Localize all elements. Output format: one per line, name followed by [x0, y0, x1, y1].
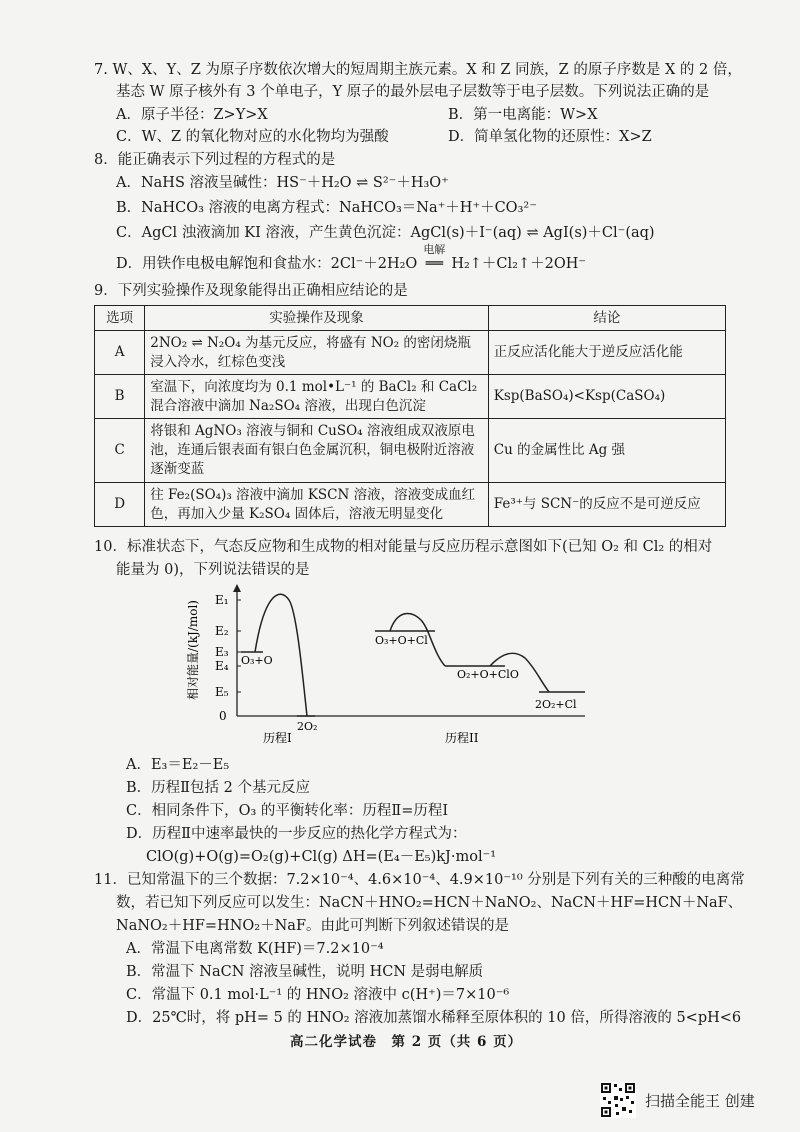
q9-row-operation: 室温下，向浓度均为 0.1 mol•L⁻¹ 的 BaCl₂ 和 CaCl₂ 混合溶液中滴加 Na₂SO₄ 溶液，出现白色沉淀 — [145, 375, 488, 419]
q11-option-d: D．25℃时，将 pH= 5 的 HNO₂ 溶液加蒸馏水稀释至原体积的 10 倍，所得溶液的 5<pH<6 — [126, 1010, 742, 1026]
table-row — [95, 331, 726, 375]
q10-option-b: B．历程Ⅱ包括 2 个基元反应 — [126, 780, 310, 796]
q9-row-operation: 2NO₂ ⇌ N₂O₄ 为基元反应，将盛有 NO₂ 的密闭烧瓶浸入冷水，红棕色变浅 — [145, 331, 488, 375]
q11-option-a: A．常温下电离常数 K(HF)＝7.2×10⁻⁴ — [126, 941, 384, 957]
q8-option-c: C．AgCl 浊液滴加 KI 溶液，产生黄色沉淀：AgCl(s)＋I⁻(aq) ⇌ AgI(s)＋Cl⁻(aq) — [116, 225, 655, 241]
q10-option-d: D．历程Ⅱ中速率最快的一步反应的热化学方程式为： — [126, 826, 467, 842]
ytick-e1: E₁ — [215, 593, 229, 607]
q9-header-option: 选项 — [95, 306, 145, 331]
q9-row-option: D — [95, 483, 145, 527]
table-row — [95, 375, 726, 419]
page-footer: 高二化学试卷 第 2 页（共 6 页） — [290, 1034, 523, 1050]
q10-stem-line1: 10．标准状态下，气态反应物和生成物的相对能量与反应历程示意图如下(已知 O₂ 和 Cl₂ 的相对 — [94, 539, 713, 555]
y-axis-label: 相对能量/(kJ/mol) — [186, 600, 200, 700]
q7-option-a: A．原子半径：Z>Y>X — [116, 107, 268, 123]
q7-option-b: B．第一电离能：W>X — [448, 107, 598, 123]
q8-option-a: A．NaHS 溶液呈碱性：HS⁻＋H₂O ⇌ S²⁻＋H₃O⁺ — [116, 175, 449, 191]
q11-stem-line1: 11．已知常温下的三个数据：7.2×10⁻⁴、4.6×10⁻⁴、4.9×10⁻¹⁰ 分别是下列有关的三种酸的电离常 — [94, 872, 745, 888]
label-o3-o-cl: O₃+O+Cl — [375, 634, 428, 647]
q9-table — [94, 305, 726, 527]
y-axis-arrow — [233, 584, 241, 592]
q8-option-d-post: H₂↑＋Cl₂↑＋2OH⁻ — [451, 256, 587, 272]
q9-row-conclusion: 正反应活化能大于逆反应活化能 — [488, 331, 725, 375]
q10-stem-line2: 能量为 0)，下列说法错误的是 — [116, 562, 310, 578]
ytick-e5: E₅ — [215, 685, 229, 699]
label-2o2-cl: 2O₂+Cl — [535, 698, 577, 711]
ytick-zero: 0 — [219, 709, 227, 723]
q9-row-conclusion: Ksp(BaSO₄)<Ksp(CaSO₄) — [488, 375, 725, 419]
electrolysis-condition: 电解 — [423, 243, 446, 256]
q8-option-d — [116, 243, 587, 274]
q9-row-option: C — [95, 419, 145, 483]
q9-header-conclusion: 结论 — [488, 306, 725, 331]
xlabel-pathway-i: 历程I — [263, 731, 292, 745]
ytick-e2: E₂ — [215, 624, 229, 638]
xlabel-pathway-ii: 历程II — [445, 731, 479, 745]
q8-stem: 8．能正确表示下列过程的方程式的是 — [94, 152, 336, 168]
q10-option-a: A．E₃＝E₂－E₅ — [126, 757, 230, 773]
qr-code-icon — [600, 1082, 636, 1118]
q7-stem-line2: 基态 W 原子核外有 3 个单电子，Y 原子的最外层电子层数等于电子层数。下列说法正确的是 — [116, 84, 710, 100]
q11-stem-line3: NaNO₂＋HF=HNO₂＋NaF。由此可判断下列叙述错误的是 — [116, 918, 509, 934]
q9-header-row — [95, 306, 726, 331]
q7-option-c: C．W、Z 的氧化物对应的水化物均为强酸 — [116, 129, 389, 145]
ytick-e4: E₄ — [215, 659, 229, 673]
q9-row-conclusion: Cu 的金属性比 Ag 强 — [488, 419, 725, 483]
q11-option-b: B．常温下 NaCN 溶液呈碱性，说明 HCN 是弱电解质 — [126, 964, 484, 980]
table-row — [95, 419, 726, 483]
q9-row-operation: 往 Fe₂(SO₄)₃ 溶液中滴加 KSCN 溶液，溶液变成血红色，再加入少量 K₂SO₄ 固体后，溶液无明显变化 — [145, 483, 488, 527]
q9-stem: 9．下列实验操作及现象能得出正确相应结论的是 — [94, 283, 408, 299]
q9-row-option: B — [95, 375, 145, 419]
scanner-watermark: 扫描全能王 创建 — [645, 1092, 755, 1110]
label-o2-o-clo: O₂+O+ClO — [457, 668, 519, 681]
q11-stem-line2: 数，若已知下列反应可以发生：NaCN＋HNO₂=HCN＋NaNO₂、NaCN＋HF=HCN＋NaF、 — [116, 895, 743, 911]
q10-option-c: C．相同条件下，O₃ 的平衡转化率：历程Ⅱ=历程Ⅰ — [126, 803, 449, 819]
q9-header-operation: 实验操作及现象 — [145, 306, 488, 331]
q11-option-c: C．常温下 0.1 mol·L⁻¹ 的 HNO₂ 溶液中 c(H⁺)＝7×10⁻⁶ — [126, 987, 510, 1003]
table-row — [95, 483, 726, 527]
q8-option-d-pre: D．用铁作电极电解饱和食盐水：2Cl⁻＋2H₂O — [116, 256, 418, 272]
q7-stem-line1: 7. W、X、Y、Z 为原子序数依次增大的短周期主族元素。X 和 Z 同族，Z 的原子序数是 X 的 2 倍， — [94, 62, 742, 78]
label-o3-o: O₃+O — [241, 654, 273, 667]
q7-option-d: D．简单氢化物的还原性：X>Z — [448, 129, 652, 145]
electrolysis-arrow: 电解 ══ — [417, 254, 451, 274]
ytick-e3: E₃ — [215, 645, 229, 659]
q10-option-d-equation: ClO(g)+O(g)=O₂(g)+Cl(g) ΔH=(E₄－E₅)kJ·mol⁻¹ — [146, 849, 497, 865]
q8-option-b: B．NaHCO₃ 溶液的电离方程式：NaHCO₃＝Na⁺＋H⁺＋CO₃²⁻ — [116, 200, 537, 216]
q9-row-operation: 将银和 AgNO₃ 溶液与铜和 CuSO₄ 溶液组成双液原电池，连通后银表面有银白色金属沉积，铜电极附近溶液逐渐变蓝 — [145, 419, 488, 483]
label-2o2: 2O₂ — [297, 720, 318, 733]
q9-row-option: A — [95, 331, 145, 375]
energy-diagram — [185, 580, 605, 750]
q9-row-conclusion: Fe³⁺与 SCN⁻的反应不是可逆反应 — [488, 483, 725, 527]
